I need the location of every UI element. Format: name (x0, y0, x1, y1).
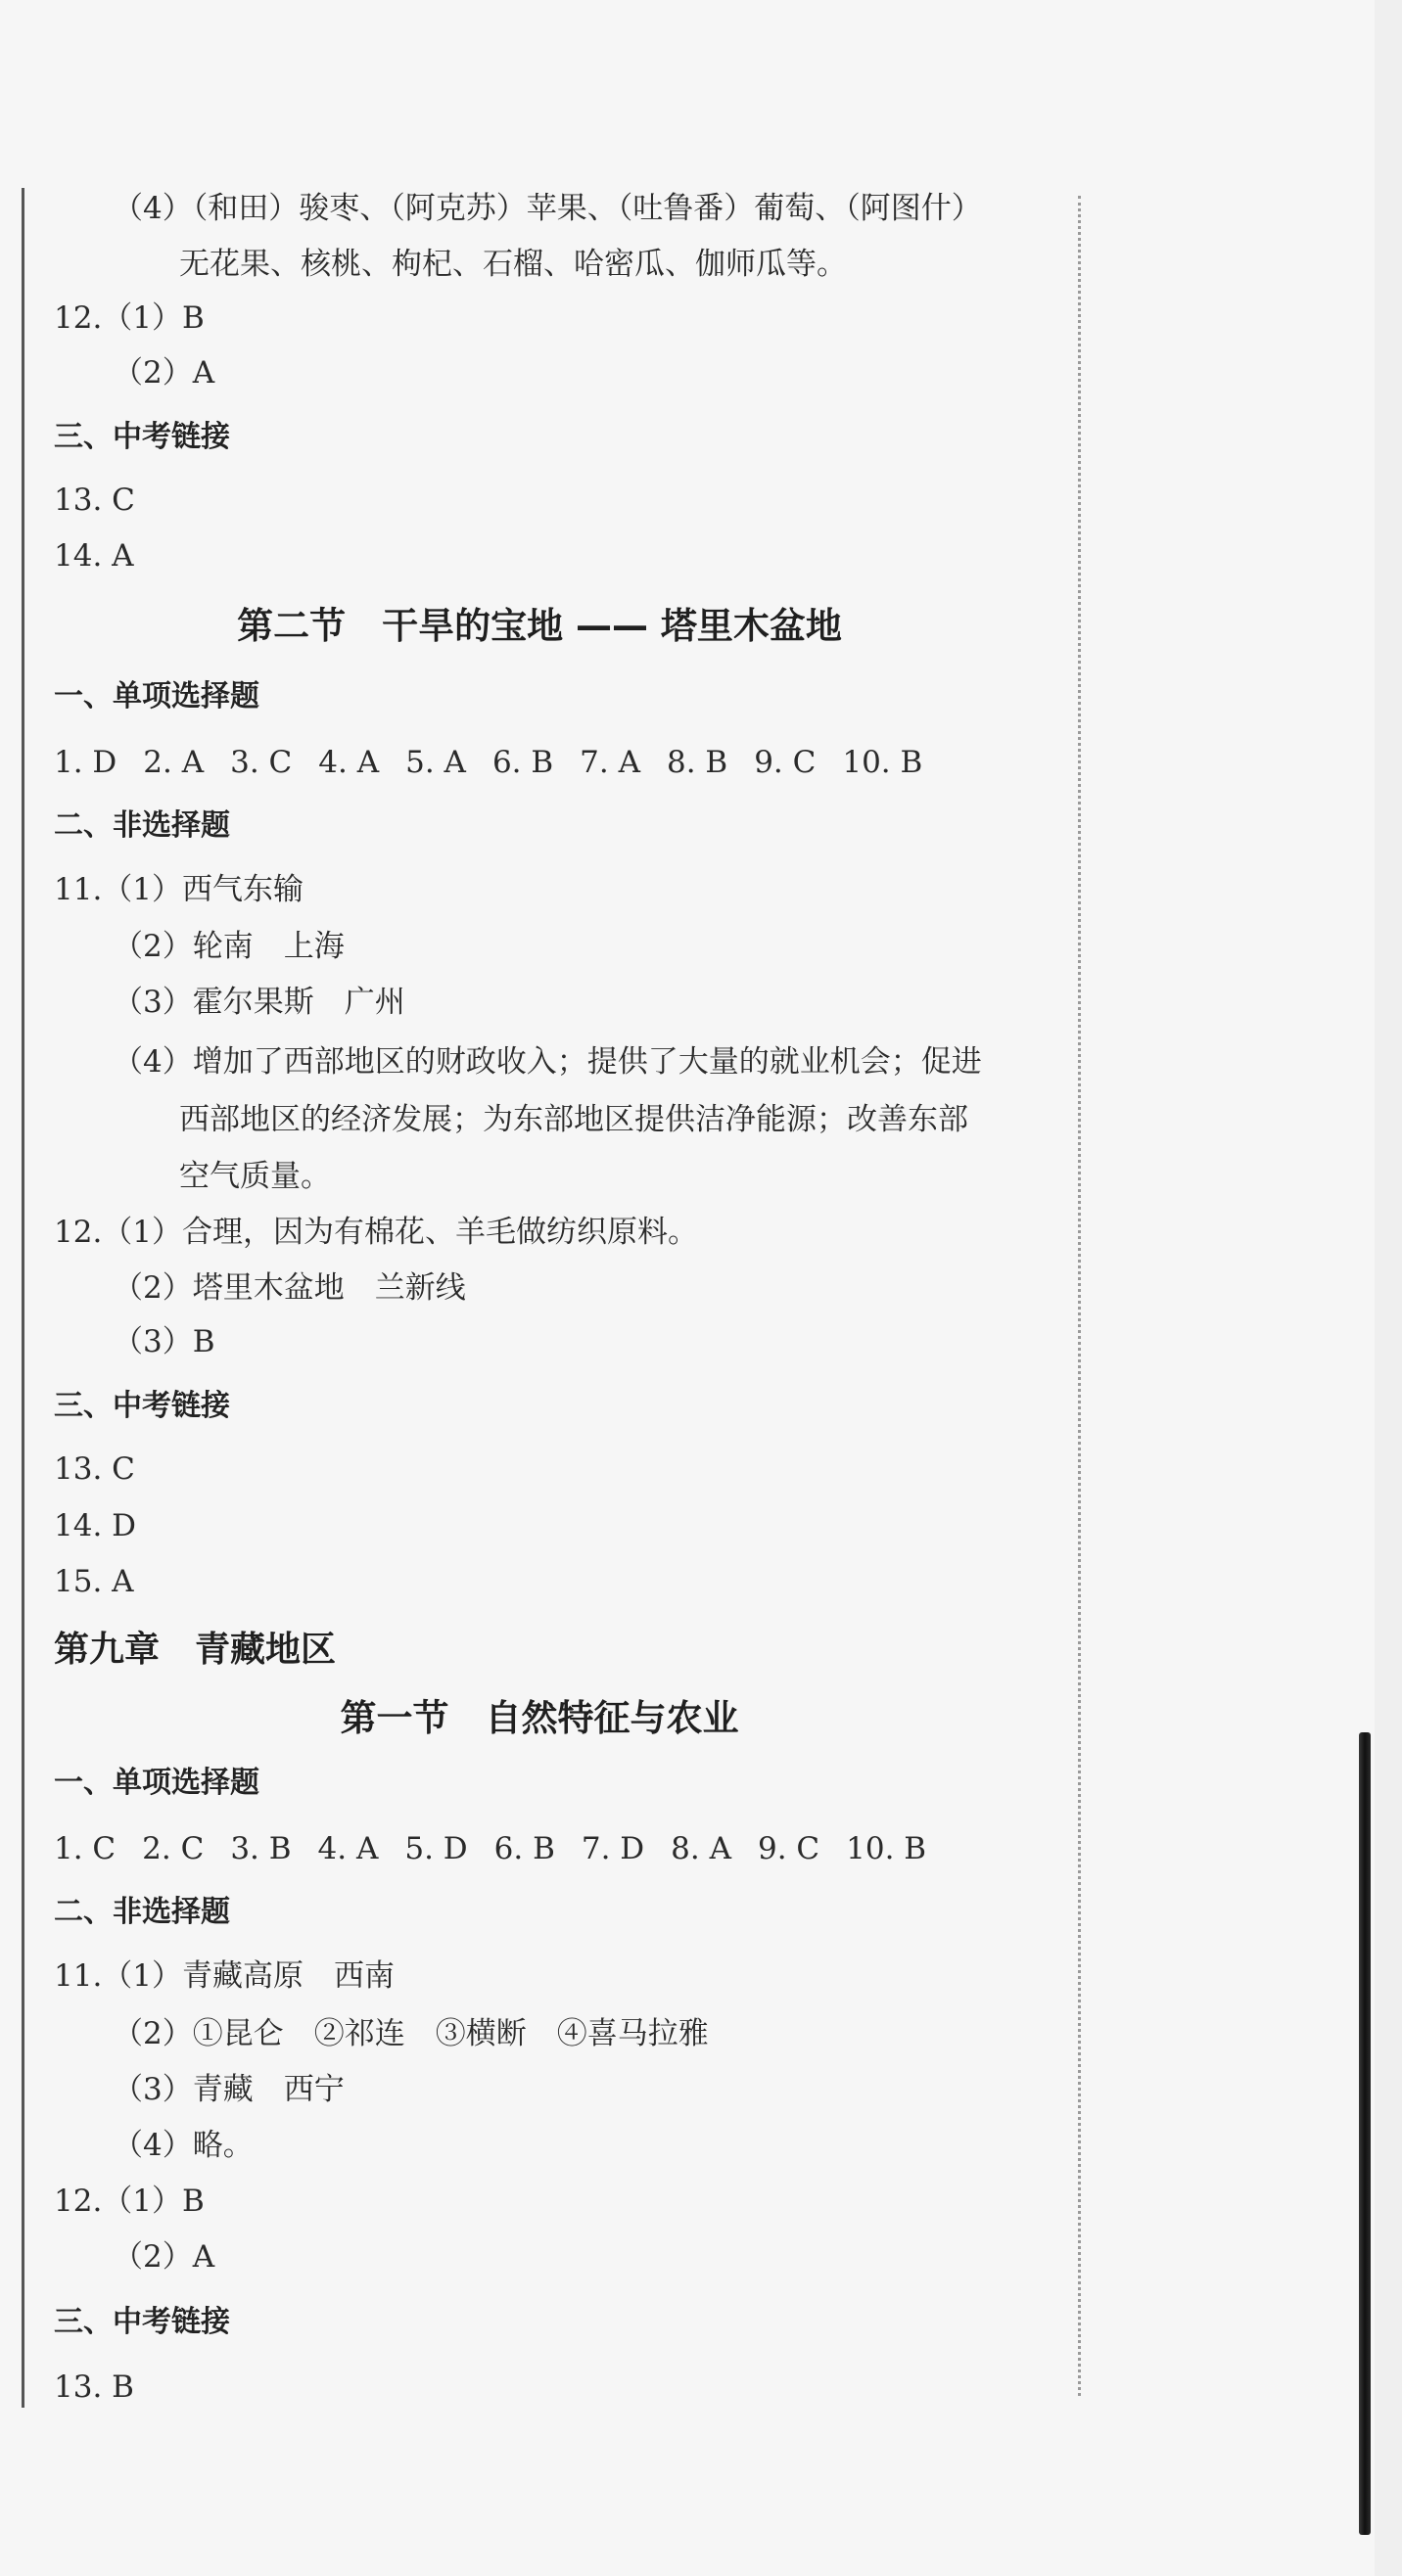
answer-line: 14. D (54, 1508, 137, 1543)
mc-answer: 4. A (317, 1831, 379, 1866)
section-heading: 三、中考链接 (54, 420, 230, 454)
section-heading: 三、中考链接 (54, 1389, 230, 1423)
left-margin-rule (22, 188, 24, 2408)
mc-answer: 4. A (318, 745, 380, 780)
answer-line: （3）霍尔果斯 广州 (113, 985, 405, 1020)
answer-line: 空气质量。 (179, 1159, 331, 1194)
chapter-title: 第九章 青藏地区 (54, 1630, 337, 1670)
answer-line: 12.（1）合理，因为有棉花、羊毛做纺织原料。 (54, 1215, 699, 1250)
mc-answer: 2. A (143, 745, 205, 780)
answer-line: （2）A (113, 2239, 215, 2275)
section-title: 第二节 干旱的宝地 —— 塔里木盆地 (237, 605, 842, 647)
mc-answer: 6. B (491, 745, 554, 780)
answer-line: 15. A (54, 1564, 134, 1599)
section-heading: 三、中考链接 (54, 2305, 230, 2339)
section-title: 第一节 自然特征与农业 (340, 1697, 739, 1739)
mc-answer: 5. A (405, 745, 466, 780)
answer-line: 11.（1）青藏高原 西南 (54, 1958, 396, 1994)
mc-answer: 9. C (758, 1831, 820, 1866)
mc-answer: 5. D (404, 1831, 468, 1866)
answer-line: （3）青藏 西宁 (113, 2072, 345, 2107)
answer-row (54, 734, 949, 791)
dotted-column-divider (1078, 196, 1081, 2396)
section-heading: 二、非选择题 (54, 1895, 230, 1929)
mc-answer: 7. D (581, 1831, 645, 1866)
mc-answer: 1. D (54, 745, 117, 780)
answer-line: （4）略。 (113, 2128, 254, 2163)
mc-answer: 8. A (671, 1831, 731, 1866)
mc-answer: 9. C (754, 745, 817, 780)
mc-answer: 1. C (54, 1831, 117, 1866)
mc-answer: 3. C (230, 745, 293, 780)
section-heading: 一、单项选择题 (54, 1766, 259, 1800)
answer-line: 无花果、核桃、枸杞、石榴、哈密瓜、伽师瓜等。 (179, 247, 847, 282)
mc-answer: 10. B (842, 745, 923, 780)
binding-shadow (1359, 1732, 1371, 2535)
mc-answer: 2. C (142, 1831, 205, 1866)
answer-line: （2）A (113, 355, 215, 391)
answer-line: 13. C (54, 1451, 135, 1487)
page-edge (1375, 0, 1402, 2576)
answer-line: （2）轮南 上海 (113, 929, 345, 964)
mc-answer: 6. B (493, 1831, 555, 1866)
answer-line: 12.（1）B (54, 2184, 205, 2219)
mc-answer: 7. A (580, 745, 640, 780)
answer-line: （3）B (113, 1324, 215, 1359)
mc-answer: 8. B (666, 745, 728, 780)
answer-line: 14. A (54, 538, 134, 574)
answer-line: 11.（1）西气东输 (54, 872, 304, 907)
answer-line: （4）（和田）骏枣、（阿克苏）苹果、（吐鲁番）葡萄、（阿图什） (113, 191, 982, 226)
mc-answer: 10. B (846, 1831, 927, 1866)
answer-line: （2）塔里木盆地 兰新线 (113, 1270, 466, 1306)
answer-line: 13. C (54, 483, 135, 518)
mc-answer: 3. B (230, 1831, 292, 1866)
section-heading: 二、非选择题 (54, 808, 230, 843)
answer-line: （2）①昆仑 ②祁连 ③横断 ④喜马拉雅 (113, 2016, 709, 2051)
answer-line: （4）增加了西部地区的财政收入；提供了大量的就业机会；促进 (113, 1044, 982, 1080)
answer-line: 12.（1）B (54, 300, 205, 336)
answer-row (54, 1820, 953, 1877)
answer-line: 13. B (54, 2369, 134, 2405)
section-heading: 一、单项选择题 (54, 679, 259, 713)
answer-line: 西部地区的经济发展；为东部地区提供洁净能源；改善东部 (179, 1102, 968, 1137)
